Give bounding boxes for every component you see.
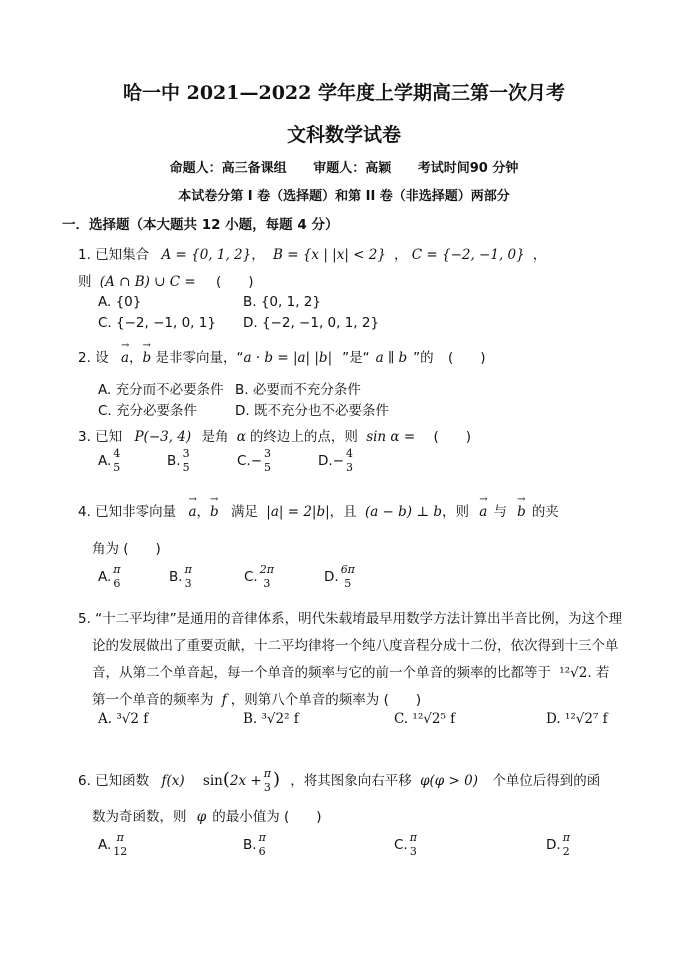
- q4-option-d: D. 6π 5: [324, 563, 355, 590]
- q4-option-a: A. π 6: [98, 563, 121, 590]
- exam-meta: [0, 157, 688, 176]
- exam-title: 哈一中 2021—2022 学年度上学期高三第一次月考: [123, 82, 565, 104]
- reviewer: 审题人：高颖: [313, 161, 392, 176]
- exam-time: 考试时间90 分钟: [417, 161, 519, 176]
- q1-expr: (A ∩ B) ∪ C =: [99, 274, 196, 290]
- q3-stem: 3. 已知 P(−3, 4) 是角 α 的终边上的点，则 sin α = ( ): [78, 429, 471, 445]
- q4-option-b: B. π 3: [169, 563, 192, 590]
- q6-option-b: B. π 6: [243, 831, 266, 858]
- q1-option-d: D. {−2, −1, 0, 1, 2}: [243, 315, 380, 331]
- q3-option-c: C.− 3 5: [237, 447, 272, 474]
- q1-set-b: B = {x | |x| < 2}: [273, 247, 386, 263]
- q1-option-c: C. {−2, −1, 0, 1}: [98, 315, 216, 331]
- q3-option-a: A. 4 5: [98, 447, 121, 474]
- q2-blank: ( ): [447, 350, 486, 366]
- q5-ratio: ¹²√2: [559, 665, 588, 681]
- q1-blank: ( ): [216, 274, 254, 290]
- q6-func-lhs: f(x): [161, 773, 185, 789]
- q1-stem-line2: 则 (A ∩ B) ∪ C = ( ): [78, 274, 254, 290]
- section-title: 一．选择题（本大题共 12 小题，每题 4 分）: [62, 217, 339, 233]
- q6-option-c: C. π 3: [394, 831, 417, 858]
- vector-a: → a: [121, 346, 129, 366]
- q1-option-b: B. {0, 1, 2}: [243, 294, 321, 310]
- q6-option-a: A. π 12: [98, 831, 128, 858]
- q3-blank: ( ): [433, 429, 471, 445]
- q4-stem-line2: 角为 ( ): [92, 541, 161, 557]
- q5-line4: 第一个单音的频率为 f ，则第八个单音的频率为 ( ): [92, 692, 422, 708]
- q4-perp: (a − b) ⊥ b: [364, 504, 442, 520]
- q2-option-c: C. 充分必要条件: [98, 403, 198, 419]
- q6-option-d: D. π 2: [546, 831, 570, 858]
- q1-stem-line1: 1. 已知集合 A = {0, 1, 2}， B = {x | |x| < 2} ， C = {−2, −1, 0} ，: [78, 247, 547, 263]
- exam-note: 本试卷分第 I 卷（选择题）和第 II 卷（非选择题）两部分: [178, 189, 510, 204]
- q3-expr: sin α =: [366, 429, 416, 445]
- q2-option-b: B. 必要而不充分条件: [235, 382, 361, 398]
- q2-option-d: D. 既不充分也不必要条件: [235, 403, 389, 419]
- q1-option-a: A. {0}: [98, 294, 142, 310]
- q5-option-a: A. ³√2 f: [98, 711, 149, 727]
- vector-b: → b: [143, 346, 152, 366]
- q5-option-c: C. ¹²√2⁵ f: [394, 711, 456, 727]
- q2-condition-1: a · b = |a| |b|: [243, 350, 333, 366]
- q5-option-b: B. ³√2² f: [243, 711, 299, 727]
- q6-func-sin: sin: [202, 773, 223, 789]
- q4-stem-line1: 4. 已知非零向量 → a，→ b 满足 |a| = 2|b|，且 (a − b) ⊥ b，则 → a 与 → b 的夹: [78, 500, 559, 520]
- q6-stem-line1: 6. 已知函数 f(x) sin(2x + π 3 ) ，将其图象向右平移 φ(φ > 0) 个单位后得到的函: [78, 767, 601, 794]
- q1-set-a: A = {0, 1, 2}: [161, 247, 252, 263]
- q3-option-d: D.− 4 3: [318, 447, 353, 474]
- q1-set-c: C = {−2, −1, 0}: [411, 247, 525, 263]
- exam-subtitle: 文科数学试卷: [286, 124, 401, 146]
- setter: 命题人：高三备课组: [169, 161, 287, 176]
- q5-line1: 5. “十二平均律”是通用的音律体系，明代朱载堉最早用数学方法计算出半音比例，为这个理: [78, 611, 623, 627]
- q4-condition: |a| = 2|b|: [266, 504, 330, 520]
- q2-stem: 2. 设 → a，→ b 是非零向量，“a · b = |a| |b| ”是“ a ∥ b ”的 ( ): [78, 346, 485, 366]
- q5-option-d: D. ¹²√2⁷ f: [546, 711, 608, 727]
- q5-line2: 论的发展做出了重要贡献，十二平均律将一个纯八度音程分成十二份，依次得到十三个单: [92, 638, 619, 654]
- q6-stem-line2: 数为奇函数，则 φ 的最小值为 ( ): [92, 809, 322, 825]
- q6-shift: φ(φ > 0): [420, 773, 479, 789]
- q2-option-a: A. 充分而不必要条件: [98, 382, 224, 398]
- q4-option-c: C. 2π 3: [244, 563, 274, 590]
- q5-line3: 音，从第二个单音起，每一个单音的频率与它的前一个单音的频率的比都等于 ¹²√2. 若: [92, 665, 610, 681]
- q2-condition-2: a ∥ b: [375, 350, 408, 366]
- q3-option-b: B. 3 5: [167, 447, 190, 474]
- q3-point: P(−3, 4): [134, 429, 192, 445]
